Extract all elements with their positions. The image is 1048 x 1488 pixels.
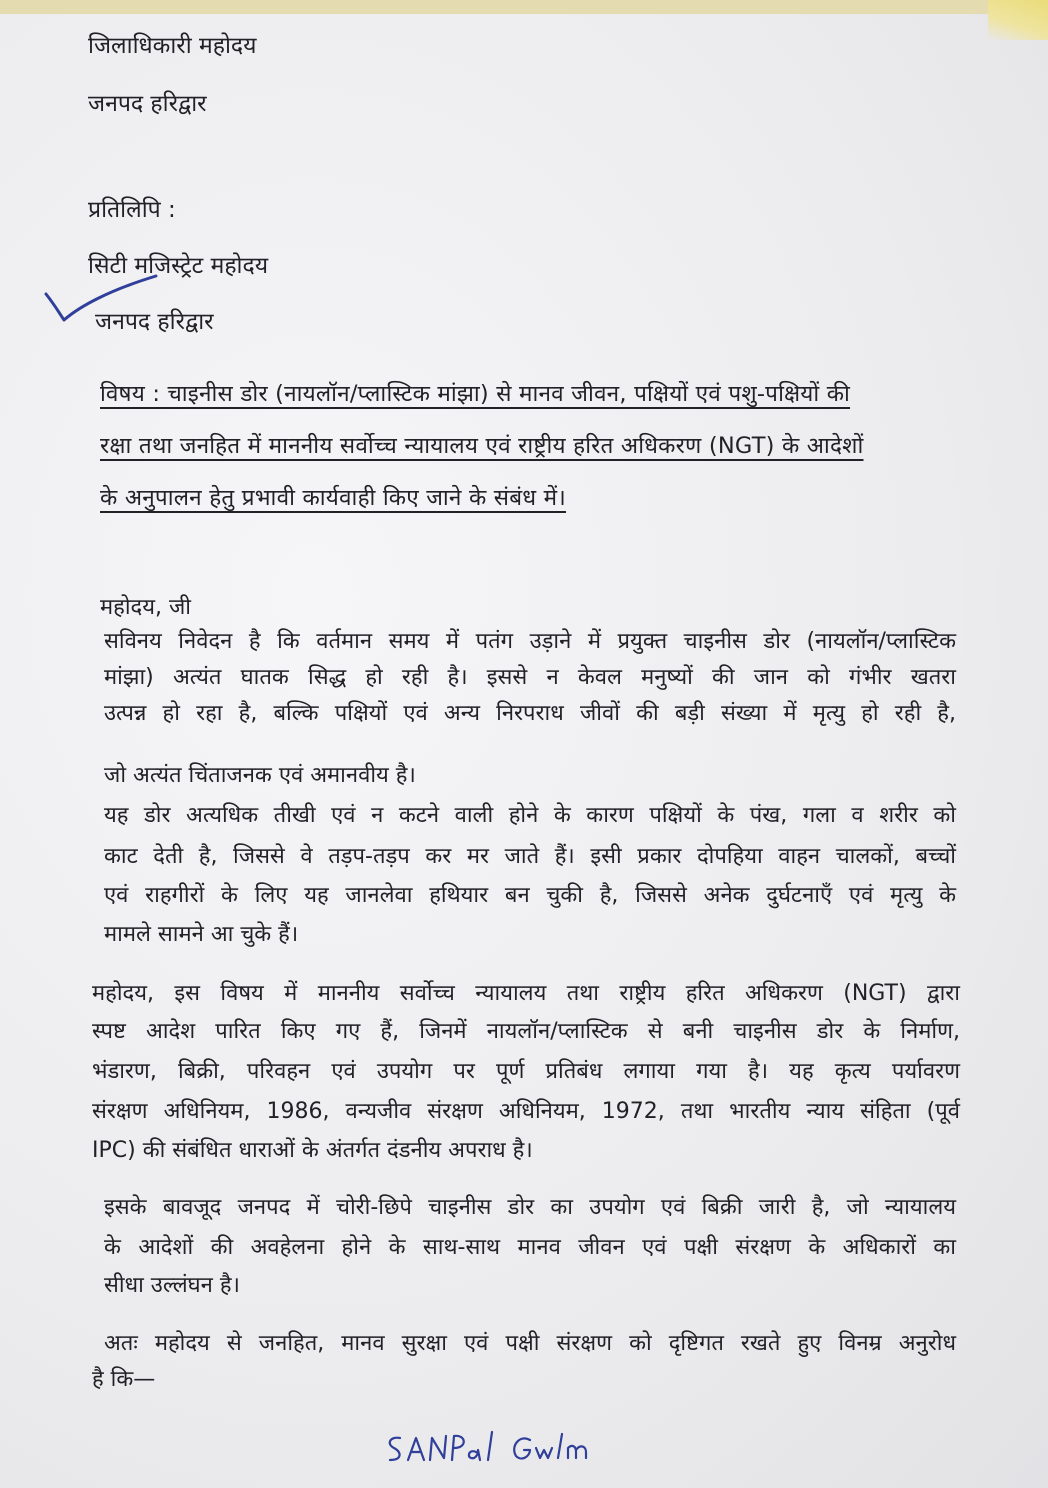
signature-image [380, 1424, 630, 1474]
paragraph-3-line: IPC) की संबंधित धाराओं के अंतर्गत दंडनीय अपराध है। [92, 1138, 533, 1163]
checkmark-icon [40, 270, 160, 330]
copy-line-1: सिटी मजिस्ट्रेट महोदय [88, 253, 269, 279]
recipient-line-2: जनपद हरिद्वार [88, 91, 207, 117]
page-corner-shadow [988, 0, 1048, 40]
paragraph-2-line: एवं राहगीरों के लिए यह जानलेवा हथियार बन चुकी है, जिससे अनेक दुर्घटनाएँ एवं मृत्यु के [104, 883, 956, 908]
recipient-line-1: जिलाधिकारी महोदय [88, 33, 257, 59]
subject-line-3: के अनुपालन हेतु प्रभावी कार्यवाही किए जाने के संबंध में। [100, 485, 567, 511]
paragraph-3-line: भंडारण, बिक्री, परिवहन एवं उपयोग पर पूर्ण प्रतिबंध लगाया गया है। यह कृत्य पर्यावरण [92, 1059, 960, 1084]
paragraph-2-line: यह डोर अत्यधिक तीखी एवं न कटने वाली होने के कारण पक्षियों के पंख, गला व शरीर को [104, 803, 956, 828]
paragraph-1-line: मांझा) अत्यंत घातक सिद्ध हो रही है। इससे न केवल मनुष्यों की जान को गंभीर खतरा [104, 665, 956, 690]
page-top-edge [0, 0, 1048, 14]
subject-line-2: रक्षा तथा जनहित में माननीय सर्वोच्च न्यायालय एवं राष्ट्रीय हरित अधिकरण (NGT) के आदेशों [100, 433, 864, 459]
paragraph-2-line: काट देती है, जिससे वे तड़प-तड़प कर मर जाते हैं। इसी प्रकार दोपहिया वाहन चालकों, बच्चों [104, 844, 956, 869]
paragraph-3-line: संरक्षण अधिनियम, 1986, वन्यजीव संरक्षण अधिनियम, 1972, तथा भारतीय न्याय संहिता (पूर्व [92, 1099, 960, 1124]
paragraph-1-line: जो अत्यंत चिंताजनक एवं अमानवीय है। [104, 763, 416, 788]
paragraph-3-line: महोदय, इस विषय में माननीय सर्वोच्च न्यायालय तथा राष्ट्रीय हरित अधिकरण (NGT) द्वारा [92, 981, 960, 1006]
copy-line-2: जनपद हरिद्वार [95, 309, 214, 335]
paragraph-4-line: के आदेशों की अवहेलना होने के साथ-साथ मानव जीवन एवं पक्षी संरक्षण के अधिकारों का [104, 1235, 956, 1260]
paragraph-4-line: इसके बावजूद जनपद में चोरी-छिपे चाइनीस डोर का उपयोग एवं बिक्री जारी है, जो न्यायालय [104, 1195, 956, 1220]
salutation: महोदय, जी [100, 595, 191, 620]
paragraph-5-line: है कि— [92, 1367, 156, 1392]
paragraph-3-line: स्पष्ट आदेश पारित किए गए हैं, जिनमें नायलॉन/प्लास्टिक से बनी चाइनीस डोर के निर्माण, [92, 1019, 960, 1044]
copy-label: प्रतिलिपि : [88, 197, 176, 223]
paragraph-1-line: सविनय निवेदन है कि वर्तमान समय में पतंग उड़ाने में प्रयुक्त चाइनीस डोर (नायलॉन/प्लास्टिक [104, 629, 956, 654]
paragraph-2-line: मामले सामने आ चुके हैं। [104, 922, 299, 947]
subject-line-1: विषय : चाइनीस डोर (नायलॉन/प्लास्टिक मांझा) से मानव जीवन, पक्षियों एवं पशु-पक्षियों की [100, 381, 851, 407]
paragraph-4-line: सीधा उल्लंघन है। [104, 1273, 240, 1298]
paragraph-1-line: उत्पन्न हो रहा है, बल्कि पक्षियों एवं अन्य निरपराध जीवों की बड़ी संख्या में मृत्यु हो रही है, [104, 701, 956, 726]
paragraph-5-line: अतः महोदय से जनहित, मानव सुरक्षा एवं पक्षी संरक्षण को दृष्टिगत रखते हुए विनम्र अनुरोध [104, 1331, 956, 1356]
